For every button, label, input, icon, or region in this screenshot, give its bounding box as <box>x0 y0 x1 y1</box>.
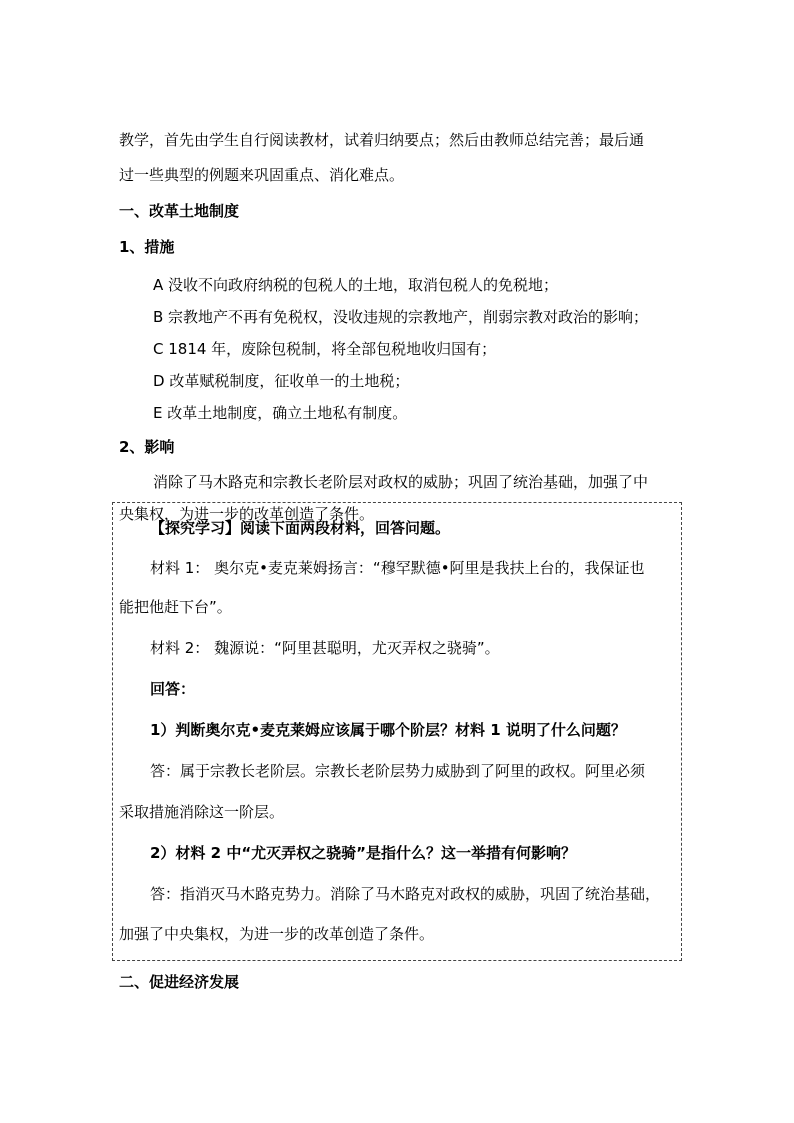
material-2: 材料 2： 魏源说：“阿里甚聪明，尤灭弄权之骁骑”。 <box>150 639 500 657</box>
section-1-heading: 一、改革土地制度 <box>119 202 240 220</box>
question-2: 2）材料 2 中“尤灭弄权之骁骑”是指什么？这一举措有何影响？ <box>150 844 577 862</box>
measure-item-c: C 1814 年，废除包税制，将全部包税地收归国有； <box>153 340 497 358</box>
intro-paragraph-line-1: 教学，首先由学生自行阅读教材，试着归纳要点；然后由教师总结完善；最后通 <box>119 131 645 149</box>
measures-heading: 1、措施 <box>119 238 175 256</box>
answer-2-line-2: 加强了中央集权，为进一步的改革创造了条件。 <box>119 925 435 943</box>
impact-paragraph-line-2: 央集权，为进一步的改革创造了条件。 <box>119 505 375 523</box>
impact-heading: 2、影响 <box>119 438 175 456</box>
intro-paragraph-line-2: 过一些典型的例题来巩固重点、消化难点。 <box>119 166 405 184</box>
measure-item-b: B 宗教地产不再有免税权，没收违规的宗教地产，削弱宗教对政治的影响； <box>153 308 649 326</box>
answer-label: 回答： <box>150 680 196 698</box>
answer-2-line-1: 答：指消灭马木路克势力。消除了马木路克对政权的威胁，巩固了统治基础， <box>150 885 661 903</box>
material-1-line-1: 材料 1： 奥尔克•麦克莱姆扬言：“穆罕默德•阿里是我扶上台的，我保证也 <box>150 559 645 577</box>
question-1: 1）判断奥尔克•麦克莱姆应该属于哪个阶层？材料 1 说明了什么问题？ <box>150 721 626 739</box>
answer-1-line-1: 答：属于宗教长老阶层。宗教长老阶层势力威胁到了阿里的政权。阿里必须 <box>150 762 646 780</box>
measure-item-d: D 改革赋税制度，征收单一的土地税； <box>153 372 410 390</box>
inquiry-box <box>112 502 682 961</box>
measure-item-a: A 没收不向政府纳税的包税人的土地，取消包税人的免税地； <box>153 276 559 294</box>
answer-1-line-2: 采取措施消除这一阶层。 <box>119 803 285 821</box>
section-2-heading: 二、促进经济发展 <box>119 973 240 991</box>
impact-paragraph-line-1: 消除了马木路克和宗教长老阶层对政权的威胁；巩固了统治基础，加强了中 <box>153 473 649 491</box>
inquiry-heading: 【探究学习】阅读下面两段材料，回答问题。 <box>150 519 451 537</box>
material-1-line-2: 能把他赶下台”。 <box>119 598 232 616</box>
measure-item-e: E 改革土地制度，确立土地私有制度。 <box>153 404 408 422</box>
